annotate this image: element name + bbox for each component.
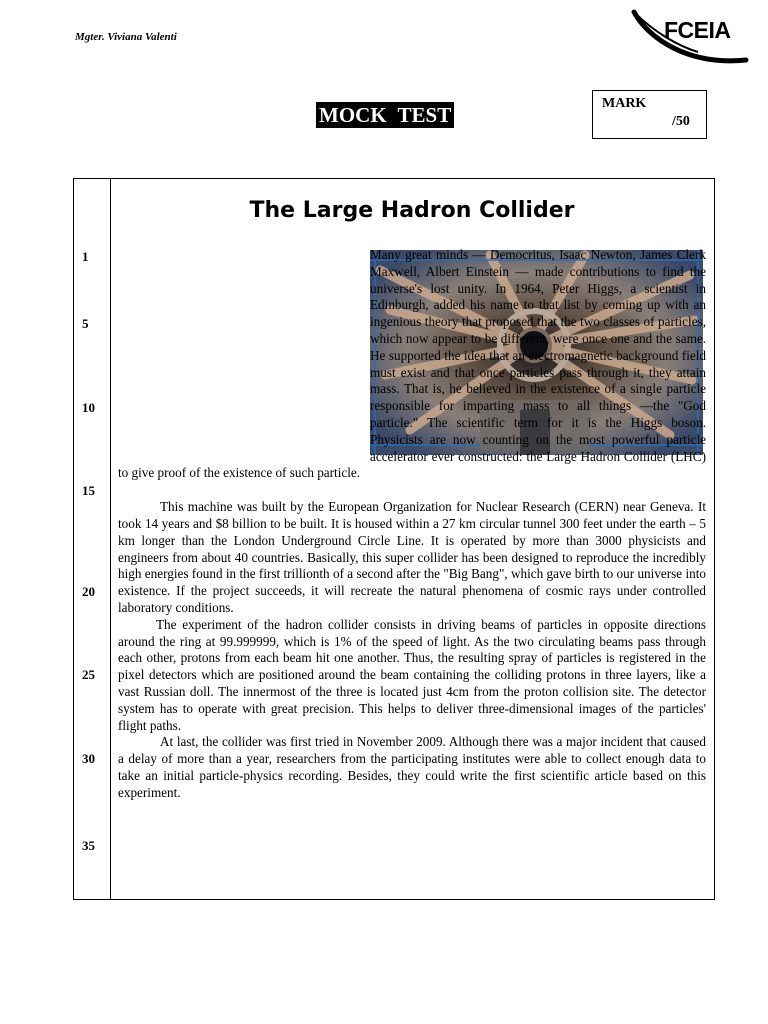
line-number: 30	[82, 751, 95, 766]
mark-box	[592, 90, 707, 139]
author-name: Mgter. Viviana Valenti	[75, 31, 177, 43]
logo-text: FCEIA	[664, 17, 731, 43]
paragraph: Many great minds — Democritus, Isaac Newton, James Clerk Maxwell, Albert Einstein — made contributions to find the universe's lost unity. In 1964, Peter Higgs, a scientist in Edinburgh, added his name to that list by coming up with an ingenious theory that proposed that the two classes of particles, which now appear to be different, were once one and the same. He supported the idea that an electromagnetic background field must exist and that once particles pass through it, they attain mass. That is, he believed in the existence of a single particle responsible for imparting mass to all things —the "God particle." The scientific term for it is the Higgs boson. Physicists are now counting on the most powerful particle accelerator ever constructed: the Large Hadron Collider (LHC) to give proof of the existence of such particle.	[118, 247, 706, 481]
photo-placeholder	[118, 247, 370, 459]
paragraph: At last, the collider was first tried in November 2009. Although there was a major incident that caused a delay of more than a year, researchers from the participating institutes were able to collect enough data to take an initial particle-physics recording. Besides, they could write the first scientific article based on this experiment.	[118, 734, 706, 800]
article-title: The Large Hadron Collider	[249, 198, 575, 223]
mark-score: /50	[672, 114, 690, 129]
line-number: 15	[82, 483, 95, 498]
line-number: 25	[82, 667, 95, 682]
mark-label: MARK	[602, 96, 647, 111]
line-number: 35	[82, 838, 95, 853]
paragraph: The experiment of the hadron collider consists in driving beams of particles in opposite directions around the ring at 99.999999, which is 1% of the speed of light. As the two circulating beams pass through each other, protons from each beam hit one another. Thus, the resulting spray of particles is registered in the pixel detectors which are positioned around the beam containing the colliding protons in three layers, like a vast Russian doll. The innermost of the three is located just 4cm from the proton collision site. The detector system has to operate with great precision. This helps to deliver three-dimensional images of the particles' flight paths.	[118, 616, 706, 733]
line-number-divider	[110, 178, 111, 900]
line-number: 20	[82, 584, 95, 599]
line-number: 1	[82, 249, 89, 264]
test-title: MOCK TEST	[316, 102, 454, 128]
article-body	[118, 247, 706, 802]
paragraph: This machine was built by the European Organization for Nuclear Research (CERN) near Geneva. It took 14 years and $8 billion to be built. It is housed within a 27 km circular tunnel 300 feet under the earth – 5 km longer than the London Underground Circle Line. It is operated by more than 3000 physicists and engineers from about 40 countries. Basically, this super collider has been designed to reproduce the incredibly high energies found in the first trillionth of a second after the "Big Bang", which gave birth to our universe into existence. If the project succeeds, it will recreate the natural phenomena of cosmic rays under controlled laboratory conditions.	[118, 499, 706, 615]
line-number: 5	[82, 316, 89, 331]
line-number: 10	[82, 400, 95, 415]
